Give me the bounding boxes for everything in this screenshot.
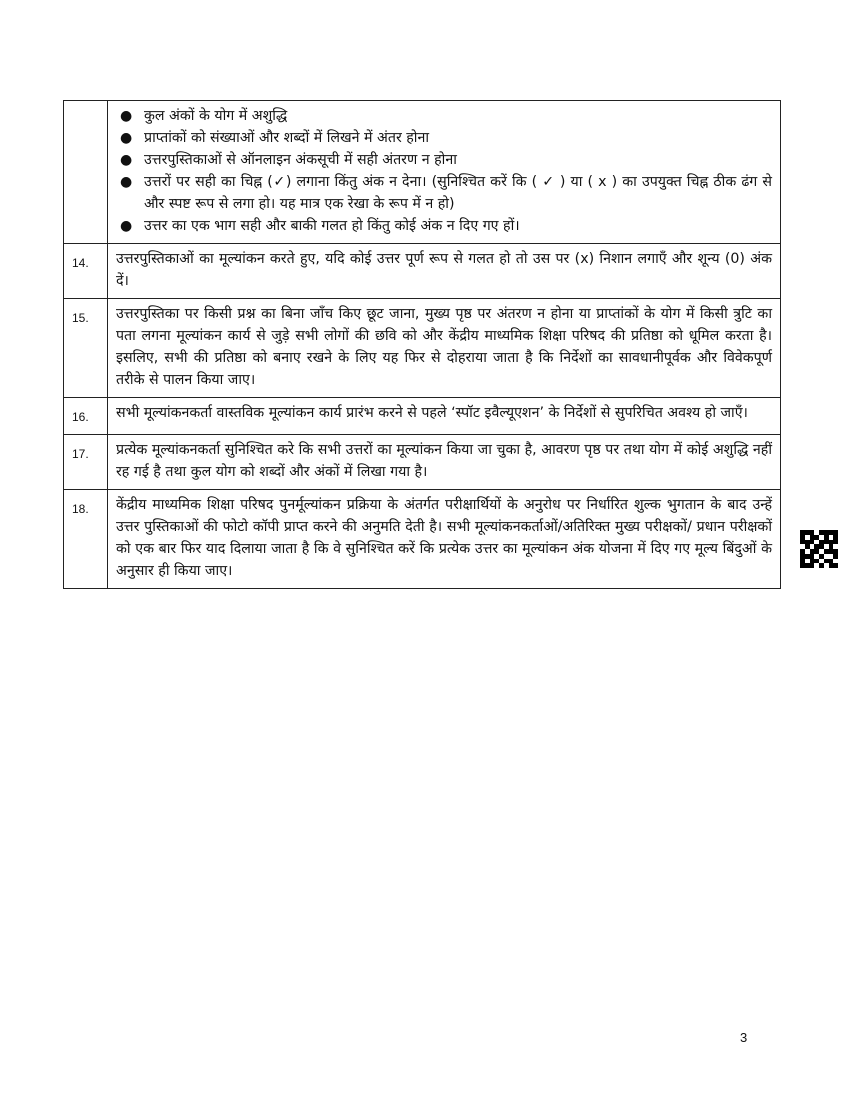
- table-row: [64, 299, 781, 398]
- list-item: [120, 127, 772, 149]
- list-item: [120, 149, 772, 171]
- row-number: [64, 101, 108, 244]
- page-number: 3: [740, 1030, 748, 1045]
- list-item-text: प्राप्तांकों को संख्याओं और शब्दों में लिखने में अंतर होना: [144, 130, 430, 146]
- row-number: 17.: [64, 435, 108, 490]
- list-item: [120, 171, 772, 215]
- table-row: [64, 398, 781, 435]
- bullet-icon: ●: [120, 218, 133, 234]
- list-item-text: कुल अंकों के योग में अशुद्धि: [144, 108, 288, 124]
- bullet-icon: ●: [120, 108, 133, 124]
- row-text: सभी मूल्यांकनकर्ता वास्तविक मूल्यांकन कार्य प्रारंभ करने से पहले ‘स्पॉट इवैल्यूएशन’ के निर्देशों से सुपरिचित अवश्य हो जाएँ।: [108, 398, 781, 435]
- qr-code-icon: [800, 530, 838, 568]
- row-text: उत्तरपुस्तिकाओं का मूल्यांकन करते हुए, यदि कोई उत्तर पूर्ण रूप से गलत हो तो उस पर (x) निशान लगाएँ और शून्य (0) अंक दें।: [108, 244, 781, 299]
- table-row: [64, 101, 781, 244]
- list-item-text: उत्तर का एक भाग सही और बाकी गलत हो किंतु कोई अंक न दिए गए हों।: [144, 218, 520, 234]
- table-row: [64, 435, 781, 490]
- row-text: केंद्रीय माध्यमिक शिक्षा परिषद पुनर्मूल्यांकन प्रक्रिया के अंतर्गत परीक्षार्थियों के अनुरोध पर निर्धारित शुल्क भुगतान के बाद उन्हें उत्तर पुस्तिकाओं की फोटो कॉपी प्राप्त करने की अनुमति देती है। सभी मूल्यांकनकर्ताओं/अतिरिक्त मुख्य परीक्षकों/ प्रधान परीक्षकों को एक बार फिर याद दिलाया जाता है कि वे सुनिश्चित करें कि प्रत्येक उत्तर का मूल्यांकन अंक योजना में दिए गए मूल्य बिंदुओं के अनुसार ही किया जाए।: [108, 490, 781, 589]
- bullet-icon: ●: [120, 152, 133, 168]
- instructions-table: [63, 100, 781, 589]
- row-text: प्रत्येक मूल्यांकनकर्ता सुनिश्चित करे कि सभी उत्तरों का मूल्यांकन किया जा चुका है, आवरण पृष्ठ पर तथा योग में कोई अशुद्धि नहीं रह गई है तथा कुल योग को शब्दों और अंकों में लिखा गया है।: [108, 435, 781, 490]
- row-number: 16.: [64, 398, 108, 435]
- list-item: [120, 105, 772, 127]
- row-number: 15.: [64, 299, 108, 398]
- row-text: [108, 101, 781, 244]
- row-number: 14.: [64, 244, 108, 299]
- row-text: उत्तरपुस्तिका पर किसी प्रश्न का बिना जाँच किए छूट जाना, मुख्य पृष्ठ पर अंतरण न होना या प्राप्तांकों के योग में किसी त्रुटि का पता लगना मूल्यांकन कार्य से जुड़े सभी लोगों की छवि को और केंद्रीय माध्यमिक शिक्षा परिषद की प्रतिष्ठा को धूमिल करता है। इसलिए, सभी की प्रतिष्ठा को बनाए रखने के लिए यह फिर से दोहराया जाता है कि निर्देशों का सावधानीपूर्वक और विवेकपूर्ण तरीके से पालन किया जाए।: [108, 299, 781, 398]
- list-item: [120, 215, 772, 237]
- list-item-text: उत्तरपुस्तिकाओं से ऑनलाइन अंकसूची में सही अंतरण न होना: [144, 152, 457, 168]
- row-number: 18.: [64, 490, 108, 589]
- table-row: [64, 244, 781, 299]
- list-item-text: उत्तरों पर सही का चिह्न (✓) लगाना किंतु अंक न देना। (सुनिश्चित करें कि ( ✓ ) या ( x ) का उपयुक्त चिह्न ठीक ढंग से और स्पष्ट रूप से लगा हो। यह मात्र एक रेखा के रूप में न हो): [144, 174, 772, 212]
- error-list: [116, 105, 772, 237]
- table-row: [64, 490, 781, 589]
- bullet-icon: ●: [120, 174, 133, 190]
- bullet-icon: ●: [120, 130, 133, 146]
